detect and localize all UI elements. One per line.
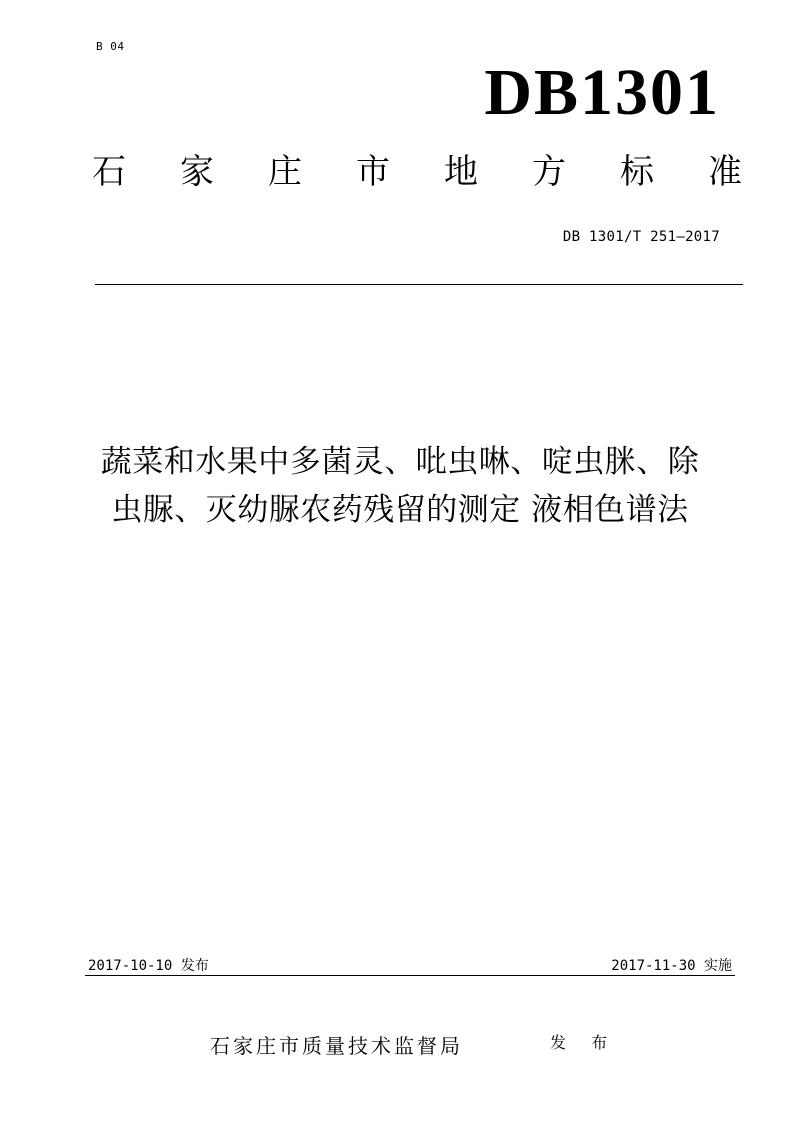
title-char: 准 bbox=[708, 152, 742, 192]
title-char: 地 bbox=[444, 152, 478, 192]
title-char: 石 bbox=[92, 152, 126, 192]
title-char: 家 bbox=[180, 152, 214, 192]
title-char: 方 bbox=[532, 152, 566, 192]
standard-number: DB 1301/T 251—2017 bbox=[562, 229, 720, 245]
title-line: 虫脲、灭幼脲农药残留的测定 液相色谱法 bbox=[111, 492, 689, 528]
title-line: 蔬菜和水果中多菌灵、吡虫啉、啶虫脒、除 bbox=[100, 444, 700, 480]
implement-date: 2017-11-30 实施 bbox=[611, 958, 732, 974]
document-title bbox=[60, 438, 740, 534]
issue-label: 发 布 bbox=[550, 1033, 618, 1052]
standard-category-title bbox=[92, 152, 742, 192]
footer-divider bbox=[85, 975, 735, 976]
ics-code: B 04 bbox=[96, 40, 125, 53]
header-divider bbox=[95, 284, 743, 285]
title-char: 庄 bbox=[268, 152, 302, 192]
title-char: 标 bbox=[620, 152, 654, 192]
release-date: 2017-10-10 发布 bbox=[88, 958, 209, 974]
standard-code: DB1301 bbox=[484, 56, 720, 129]
issuing-authority: 石家庄市质量技术监督局 bbox=[210, 1034, 463, 1058]
title-char: 市 bbox=[356, 152, 390, 192]
